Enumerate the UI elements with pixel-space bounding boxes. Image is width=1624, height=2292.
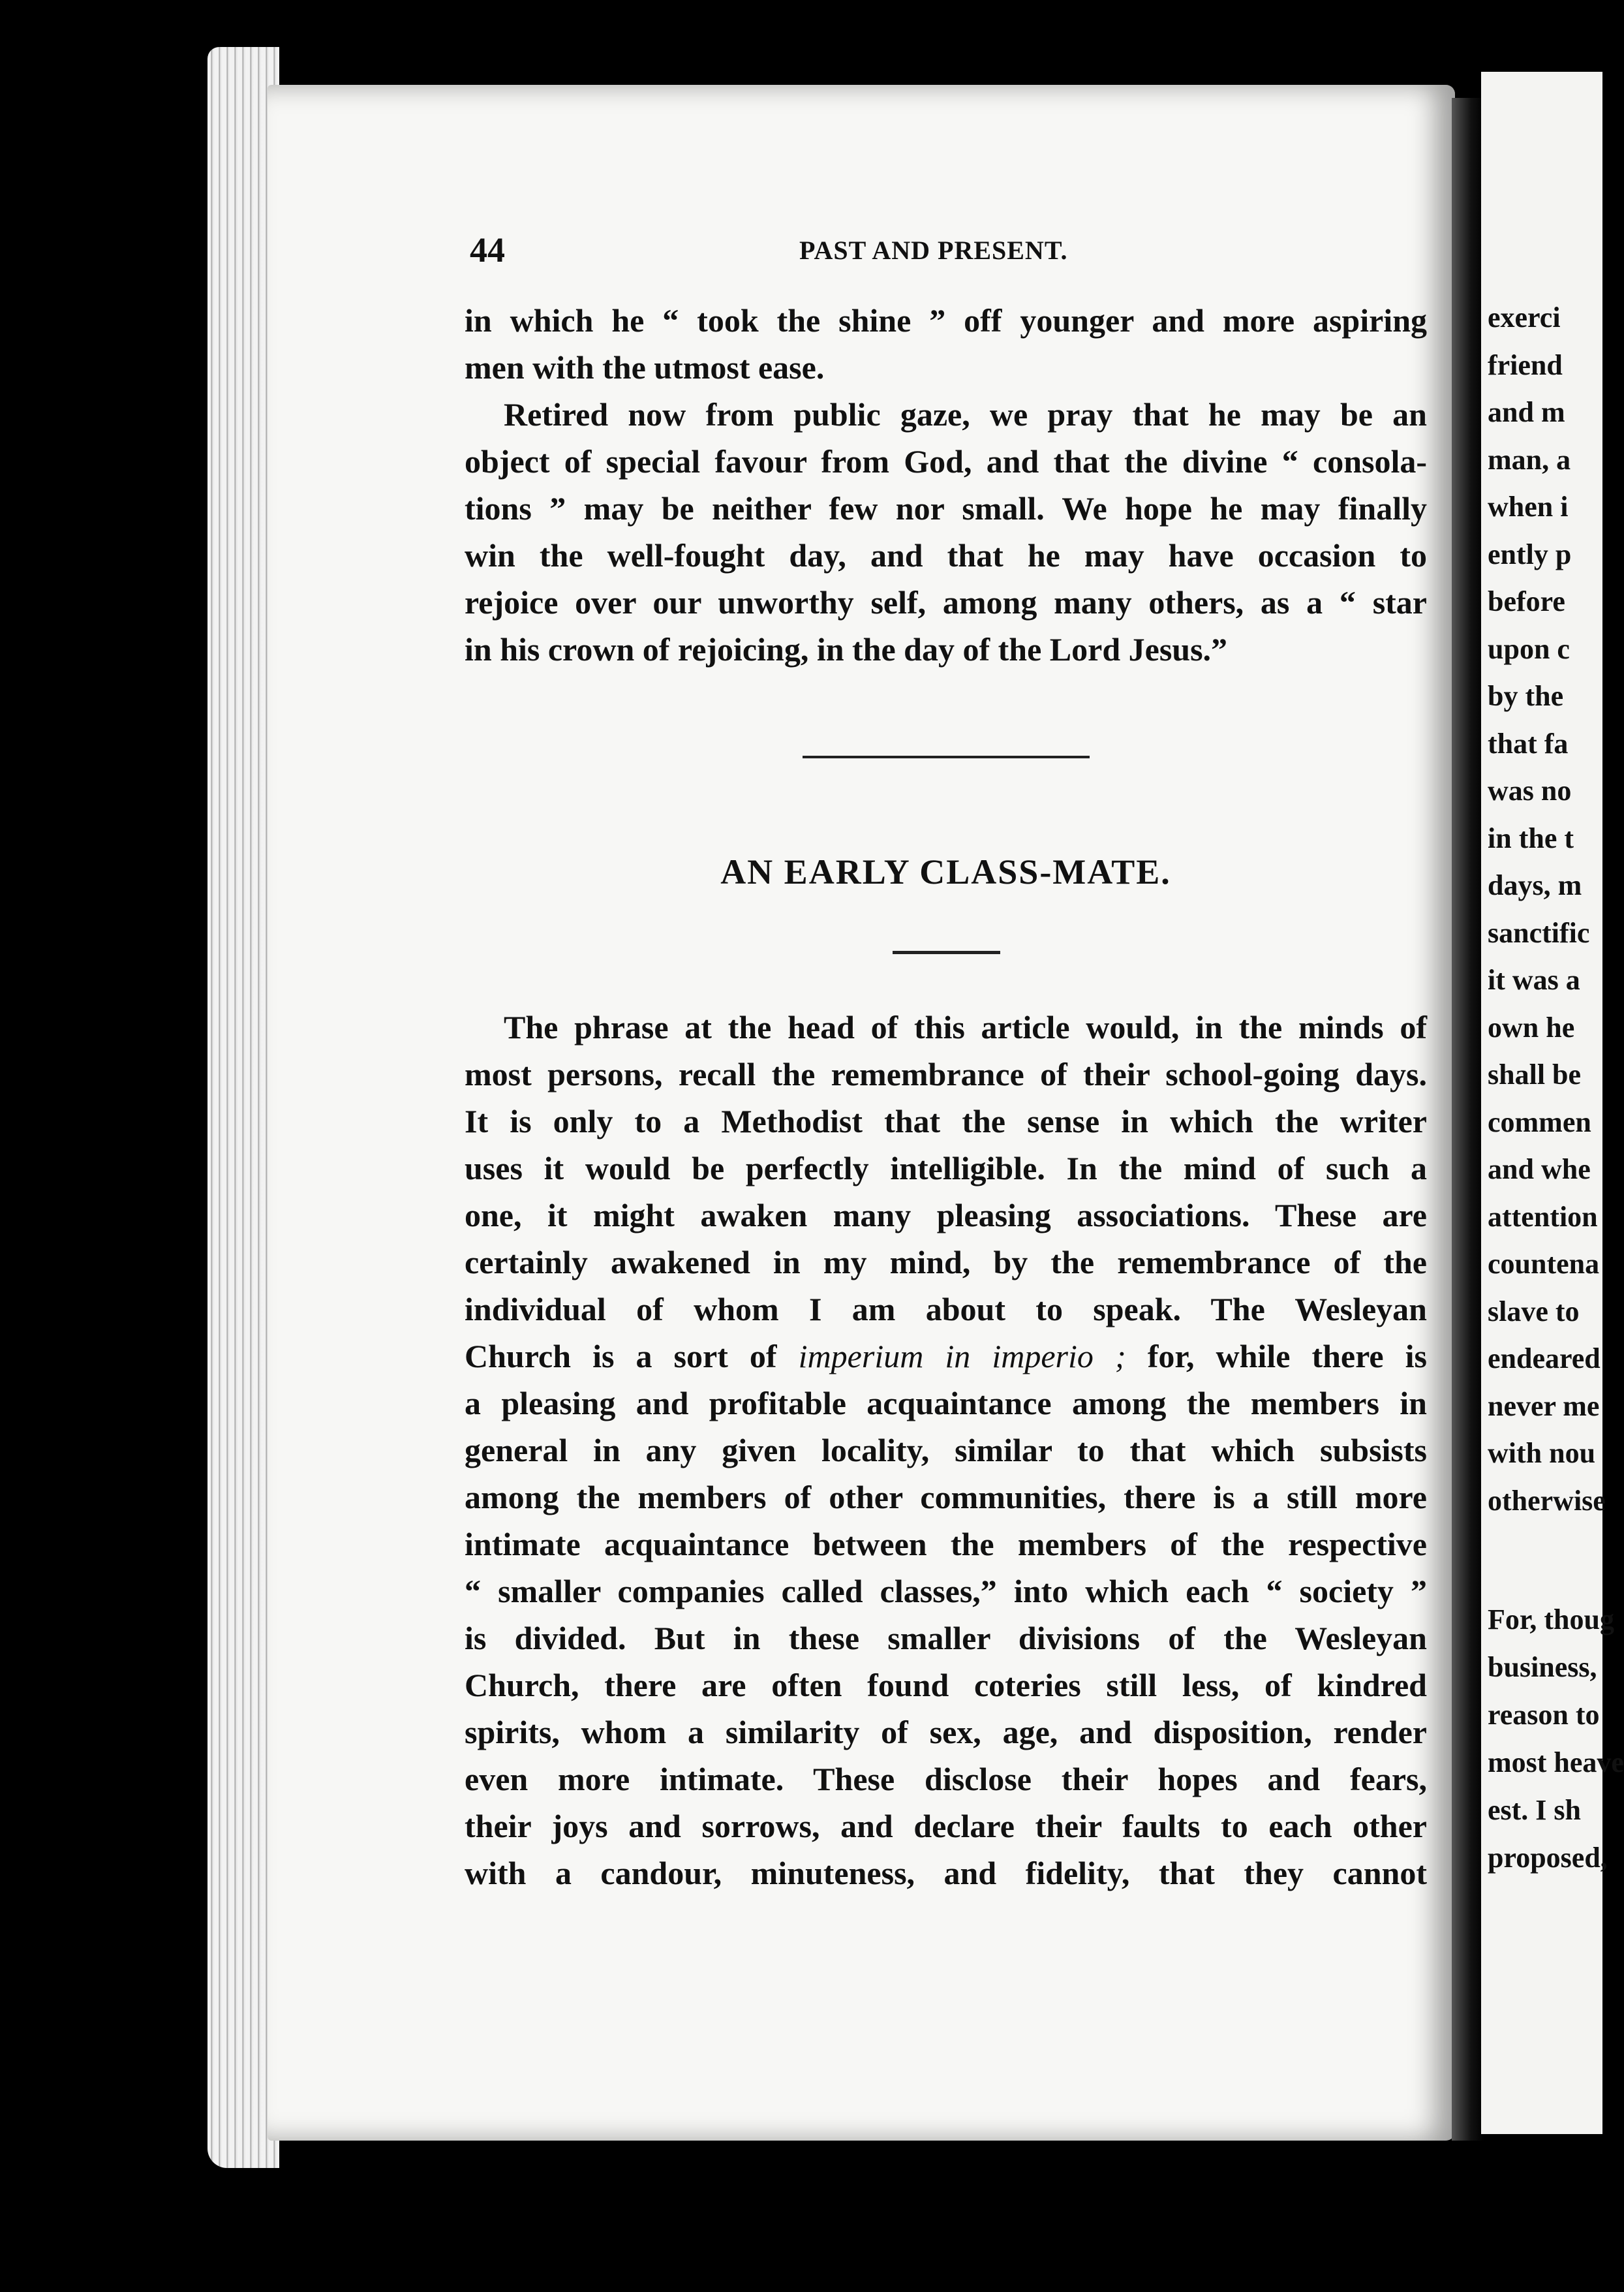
text-line: with a candour, minuteness, and fidelity, that they cannot [465,1855,1427,1891]
text-line: most persons, recall the remembrance of their school-going days. [465,1056,1427,1092]
facing-page-text-fragment: sanctific [1488,916,1590,949]
facing-page-text-fragment: slave to [1488,1295,1580,1327]
title-underline-rule [893,951,1000,954]
facing-page-text-fragment: exerci [1488,302,1561,333]
running-head: PAST AND PRESENT. [799,236,1068,265]
text-line: spirits, whom a similarity of sex, age, and disposition, render [465,1714,1427,1750]
facing-page-text-fragment: was no [1488,775,1572,807]
facing-page-text-fragment: reason to [1488,1699,1600,1731]
facing-page-text-fragment: before [1488,585,1565,617]
facing-page-text-fragment: it was a [1488,964,1580,996]
facing-page-text-fragment: endeared [1488,1342,1601,1374]
section-continued-text [465,297,1427,673]
facing-page-text-fragment: friend [1488,348,1563,381]
text-line: Retired now from public gaze, we pray that he may be an [504,396,1427,433]
text-line: It is only to a Methodist that the sense in which the writer [465,1103,1427,1139]
facing-page-text-fragment: For, thoug [1488,1603,1614,1635]
text-fragment: Church is a sort of [465,1338,777,1374]
facing-page-text-fragment: commen [1488,1106,1591,1138]
facing-page-text-fragment: otherwise [1488,1484,1606,1517]
facing-page [1481,72,1624,2134]
text-line: object of special favour from God, and that the divine “ consola- [465,443,1427,480]
facing-page-text-fragment: never me [1488,1389,1600,1422]
facing-page-text-fragment: est. I sh [1488,1794,1582,1826]
facing-page-text-fragment: man, a [1488,443,1571,476]
facing-page-text-fragment: upon c [1488,632,1570,665]
facing-page-text-fragment: shall be [1488,1059,1582,1091]
facing-page-text-fragment: days, m [1488,869,1582,901]
section-divider-rule [803,756,1090,758]
text-line: general in any given locality, similar to that which subsists [465,1432,1427,1468]
facing-page-text-fragment: with nou [1488,1437,1596,1469]
facing-page-text-fragment: ently p [1488,538,1572,570]
text-line: among the members of other communities, there is a still more [465,1479,1427,1515]
facing-page-text-fragment: when i [1488,491,1569,523]
article-title: AN EARLY CLASS-MATE. [720,852,1171,891]
text-line: in his crown of rejoicing, in the day of the Lord Jesus.” [465,631,1228,668]
text-line: The phrase at the head of this article would, in the minds of [504,1009,1427,1045]
text-line: certainly awakened in my mind, by the remembrance of the [465,1244,1427,1280]
text-line: their joys and sorrows, and declare their faults to each other [465,1808,1427,1844]
facing-page-text-fragment: countena [1488,1248,1600,1280]
text-line: intimate acquaintance between the members of the respective [465,1526,1427,1562]
facing-page-text-fragment: in the t [1488,822,1574,854]
facing-page-text-fragment: business, [1488,1651,1597,1683]
text-line: in which he “ took the shine ” off younger and more aspiring [465,302,1427,339]
text-line: a pleasing and profitable acquaintance among the members in [465,1385,1427,1421]
text-line: individual of whom I am about to speak. The Wesleyan [465,1291,1427,1327]
text-line: one, it might awaken many pleasing associations. These are [465,1197,1427,1233]
text-line: even more intimate. These disclose their hopes and fears, [465,1761,1427,1797]
text-line: is divided. But in these smaller divisions of the Wesleyan [465,1620,1427,1656]
text-line: win the well-fought day, and that he may have occasion to [465,537,1427,574]
text-line: “ smaller companies called classes,” into which each “ society ” [465,1573,1427,1609]
facing-page-text-fragment: most heave [1488,1746,1624,1778]
text-line: rejoice over our unworthy self, among many others, as a “ star [465,584,1427,621]
facing-page-text-fragment: and whe [1488,1153,1591,1185]
facing-page-text-fragment: proposed, [1488,1842,1608,1874]
text-line: men with the utmost ease. [465,349,825,386]
facing-page-text-fragment: that fa [1488,727,1569,760]
page-header [470,230,1448,269]
facing-page-text-fragment: and m [1488,396,1565,428]
italic-phrase: imperium in imperio ; [798,1338,1126,1374]
text-line: tions ” may be neither few nor small. We hope he may finally [465,490,1427,527]
facing-page-text-fragment: by the [1488,680,1564,712]
facing-page-text-fragment: attention [1488,1200,1598,1233]
article-body-text [465,1004,1427,1897]
facing-page-text-fragment: own he [1488,1011,1575,1044]
page-number: 44 [470,230,505,270]
text-fragment: for, while there is [1147,1338,1428,1374]
book-gutter [1452,98,1484,2141]
text-line-with-italic [465,1333,1427,1380]
text-line: Church, there are often found coteries still less, of kindred [465,1667,1427,1703]
text-line: uses it would be perfectly intelligible. In the mind of such a [465,1150,1427,1186]
